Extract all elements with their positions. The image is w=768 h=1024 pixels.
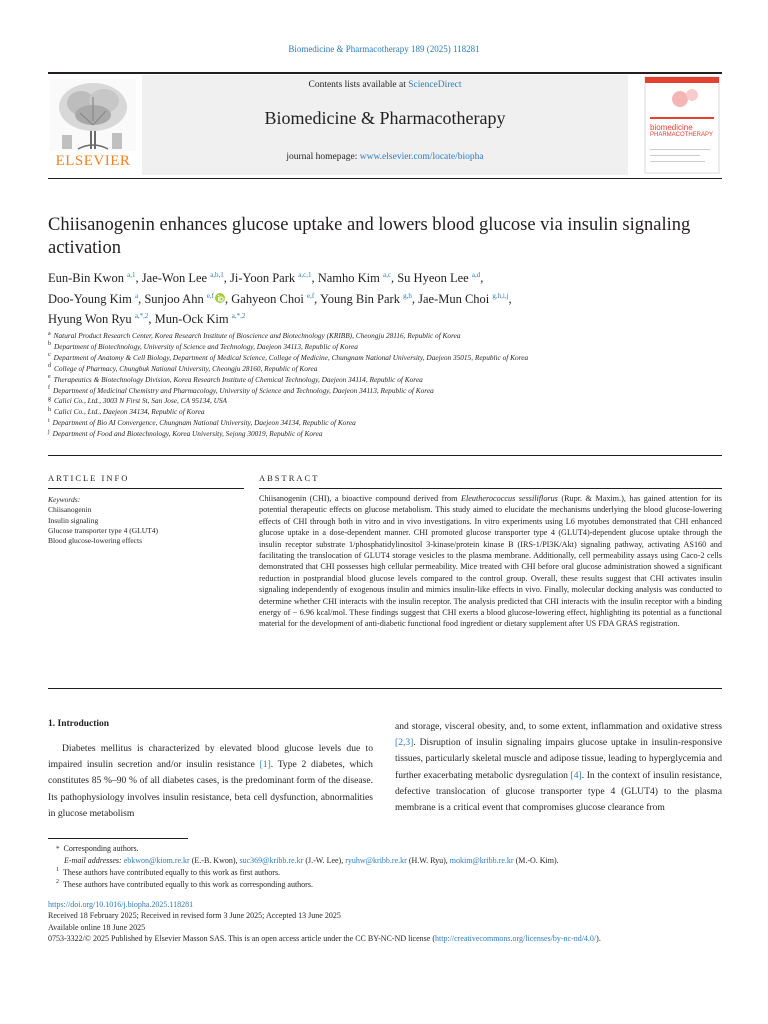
keyword-item: Insulin signaling [48, 515, 99, 525]
author-affiliation-sup[interactable]: g,h [403, 291, 412, 300]
author-affiliation-sup[interactable]: a [134, 291, 139, 300]
footnote-2: $^2$ These authors have contributed equally to this work as corresponding authors. [56, 879, 313, 889]
email-link[interactable]: mokim@kribb.re.kr [449, 856, 514, 865]
affiliation-item: $^c$ Department of Anatomy & Cell Biology, Department of Medical Science, College of Medicine, Chungnam National University, Daejeon 35015, Republic of Korea [48, 352, 529, 362]
elsevier-wordmark: ELSEVIER [55, 153, 131, 169]
author-affiliation-sup[interactable]: e,f [306, 291, 315, 300]
body-column-right: and storage, visceral obesity, and, to some extent, inflammation and oxidative stress [2,3]. Disruption of insulin signaling impairs glucose uptake in insulin-responsive tissues, particularly skeletal muscle and adipose tissue, leading to hyperglycemia and further exacerbating metabolic dysregulation [4]. In the context of insulin resistance, defective translocation of glucose transporter type 4 (GLUT4) to the plasma membrane is a critical event that compromises glucose clearance from [395, 721, 722, 814]
author-affiliation-sup[interactable]: e,f [206, 291, 215, 300]
abstract-text: Chiisanogenin (CHI), a bioactive compound derived from Eleutherococcus sessiliflorus (Rupr. & Maxim.), has gained attention for its potential therapeutic effects on glucose metabolism. This study aimed to elucidate the mechanisms underlying the blood glucose-lowering effects of CHI through both in vitro and in vivo investigations. In vitro experiments using L6 myotubes demonstrated that CHI enhanced glucose uptake in a dose-dependent manner. CHI promoted glucose transporter type 4 (GLUT4)-dependent glucose uptake through the insulin receptor substrate 1/phosphatidylinositol 3-kinase/protein kinase B (IRS-1/PI3K/Akt) signaling pathway, activating AS160 and facilitating the translocation of GLUT4 storage vesicles to the plasma membrane. Additionally, cell permeability assays using Caco-2 cells demonstrated that CHI possesses high cellular permeability. Mice treated with CHI before oral glucose administration showed a significant reduction in postprandial blood glucose levels compared to the control group. Overall, these results suggest that CHI activates insulin signaling independently of exogenous insulin and mimics insulin-like effects in vivo. Finally, molecular docking analysis was conducted to determine whether CHI interacts with the insulin receptor. The analysis predicted that CHI interacts with the insulin receptor with a binding energy of − 6.96 kcal/mol. These findings suggest that CHI exerts a blood glucose-lowering effect, highlighting its potential as a functional material for the development of anti-diabetic functional food ingredient or dietary supplement after US FDA GRAS registration. [259, 494, 722, 629]
footnotes [48, 843, 728, 891]
affiliation-item: $^h$ Calici Co., Ltd., Daejeon 34134, Republic of Korea [48, 406, 205, 417]
keyword-item: Glucose transporter type 4 (GLUT4) [48, 525, 158, 535]
author-name[interactable]: Young Bin Park [319, 291, 400, 306]
citation-link[interactable]: [4] [570, 769, 582, 781]
email-link[interactable]: suc369@kribb.re.kr [239, 856, 304, 865]
email-link[interactable]: ryuhw@kribb.re.kr [345, 856, 407, 865]
email-addresses: E-mail addresses: ebkwon@kiom.re.kr (E.-B. Kwon), suc369@kribb.re.kr (J.-W. Lee), ryuhw@kribb.re.kr (H.W. Ryu), mokim@kribb.re.kr (M.-O. Kim). [64, 856, 559, 865]
affiliation-item: $^i$ Department of Bio AI Convergence, Chungnam National University, Daejeon 34134, Republic of Korea [48, 417, 356, 428]
affiliation-item: $^g$ Calici Co., Ltd., 3003 N First St, San Jose, CA 95134, USA [48, 396, 227, 406]
affiliation-item: $^j$ Department of Food and Biotechnology, Korea University, Sejong 30019, Republic of Korea [48, 428, 323, 439]
masthead-top-rule [48, 72, 722, 74]
article-info-top-rule [48, 455, 722, 456]
author-name[interactable]: Ji-Yoon Park [230, 271, 296, 285]
author-affiliation-sup[interactable]: g,h,i,j [492, 291, 509, 300]
author-affiliation-sup[interactable]: a,*,2 [231, 311, 246, 320]
species-name: Eleutherococcus sessiliflorus [461, 494, 558, 503]
citation-link[interactable]: [1] [259, 759, 271, 771]
author-name[interactable]: Namho Kim [317, 271, 380, 285]
keyword-item: Chiisanogenin [48, 505, 92, 515]
keywords-block [48, 495, 248, 546]
masthead-bottom-rule [48, 178, 722, 179]
affiliation-list [48, 331, 728, 440]
abstract-heading: ABSTRACT [259, 473, 320, 483]
author-affiliation-sup[interactable]: a,c [383, 270, 391, 279]
affiliation-item: $^b$ Department of Biotechnology, University of Science and Technology, Daejeon 34113, Republic of Korea [48, 341, 358, 351]
license-link[interactable]: http://creativecommons.org/licenses/by-nc-nd/4.0/ [435, 934, 597, 944]
journal-masthead [142, 75, 628, 175]
cover-title-line1: biomedicine [650, 123, 693, 132]
body-column-left: Diabetes mellitus is characterized by elevated blood glucose levels due to impaired insulin secretion and/or insulin resistance [1]. Type 2 diabetes, which constitutes 85 %–90 % of all diabetes cases, is the predominant form of the disease. Its pathophysiology involves insulin resistance, beta cell dysfunction, abnormalities in glucose metabolism [48, 743, 373, 819]
author-affiliation-sup[interactable]: a,*,2 [134, 311, 149, 320]
author-name[interactable]: Eun-Bin Kwon [48, 271, 125, 285]
running-header[interactable]: Biomedicine & Pharmacotherapy 189 (2025) 118281 [288, 44, 480, 54]
author-affiliation-sup[interactable]: a,b,1 [210, 270, 224, 279]
keywords-label: Keywords: [48, 495, 81, 504]
journal-name: Biomedicine & Pharmacotherapy [264, 108, 506, 128]
affiliation-item: $^e$ Therapeutics & Biotechnology Division, Korea Research Institute of Chemical Technology, Daejeon 34114, Republic of Korea [48, 374, 423, 384]
footnote-1: $^1$ These authors have contributed equally to this work as first authors. [56, 867, 281, 877]
elsevier-logo[interactable] [48, 75, 138, 175]
author-name[interactable]: Doo-Young Kim [48, 291, 132, 306]
section-heading-introduction: 1. Introduction [48, 719, 110, 729]
contents-line: Contents lists available at ScienceDirect [308, 80, 462, 90]
author-affiliation-sup[interactable]: a,1 [127, 270, 136, 279]
journal-homepage-line: journal homepage: www.elsevier.com/locate/biopha [286, 152, 484, 162]
publication-info [48, 899, 722, 945]
cover-title-line2: PHARMACOTHERAPY [650, 132, 714, 138]
author-name[interactable]: Gahyeon Choi [231, 291, 304, 306]
asterisk-mark: * [56, 845, 60, 853]
abstract-bottom-rule [48, 688, 722, 689]
author-name[interactable]: Su Hyeon Lee [397, 271, 469, 285]
email-link[interactable]: ebkwon@kiom.re.kr [123, 856, 190, 865]
license-statement: 0753-3322/© 2025 Published by Elsevier Masson SAS. This is an open access article under the CC BY-NC-ND license (http://creativecommons.org/licenses/by-nc-nd/4.0/). [48, 934, 601, 944]
sciencedirect-link[interactable]: ScienceDirect [408, 80, 462, 90]
article-info-heading: ARTICLE INFO [48, 473, 130, 483]
available-online: Available online 18 June 2025 [48, 922, 146, 932]
author-name[interactable]: Mun-Ock Kim [154, 312, 229, 326]
citation-link[interactable]: [2,3] [395, 737, 414, 749]
affiliation-item: $^f$ Department of Medicinal Chemistry and Pharmacology, University of Science and Technology, Daejeon 34113, Republic of Korea [48, 385, 434, 395]
article-info-rule [48, 488, 244, 489]
keyword-item: Blood glucose-lowering effects [48, 536, 143, 546]
doi-link[interactable]: https://doi.org/10.1016/j.biopha.2025.118281 [48, 900, 194, 909]
article-title: Chiisanogenin enhances glucose uptake and lowers blood glucose via insulin signaling activation [48, 215, 691, 258]
footnote-rule [48, 838, 188, 839]
author-name[interactable]: Hyung Won Ryu [48, 312, 132, 326]
corresponding-note: * Corresponding authors. [56, 844, 139, 853]
author-name[interactable]: Jae-Mun Choi [418, 291, 490, 306]
journal-cover-thumbnail[interactable] [642, 75, 722, 175]
affiliation-item: $^d$ College of Pharmacy, Chungbuk National University, Cheongju 28160, Republic of Korea [48, 363, 318, 373]
received-dates: Received 18 February 2025; Received in revised form 3 June 2025; Accepted 13 June 2025 [48, 911, 341, 921]
author-list: Eun-Bin Kwon $^{a,1}$, Jae-Won Lee $^{a,b,1}$, Ji-Yoon Park $^{a,c,1}$, Namho Kim $^{a,c}$, Su Hyeon Lee $^{a,d}$, Doo-Young Kim $^a$, Sunjoo Ahn $^{e,f}$ , Gahyeon Choi $^{e,f}$, Young Bin Park $^{g,h}$, Jae-Mun Choi $^{g,h,i,j}$, Hyung Won Ryu $^{a,*,2}$, Mun-Ock Kim $^{a,*,2}$ [48, 270, 512, 326]
abstract-rule [259, 488, 722, 489]
author-affiliation-sup[interactable]: a,d [471, 270, 481, 279]
author-name[interactable]: Sunjoo Ahn [144, 291, 204, 306]
author-name[interactable]: Jae-Won Lee [141, 271, 208, 285]
journal-homepage-link[interactable]: www.elsevier.com/locate/biopha [359, 152, 484, 162]
author-affiliation-sup[interactable]: a,c,1 [298, 270, 312, 279]
orcid-icon[interactable] [215, 293, 225, 303]
affiliation-item: $^a$ Natural Product Research Center, Korea Research Institute of Bioscience and Biotechnology (KRIBB), Cheongju 28116, Republic of Korea [48, 330, 461, 340]
